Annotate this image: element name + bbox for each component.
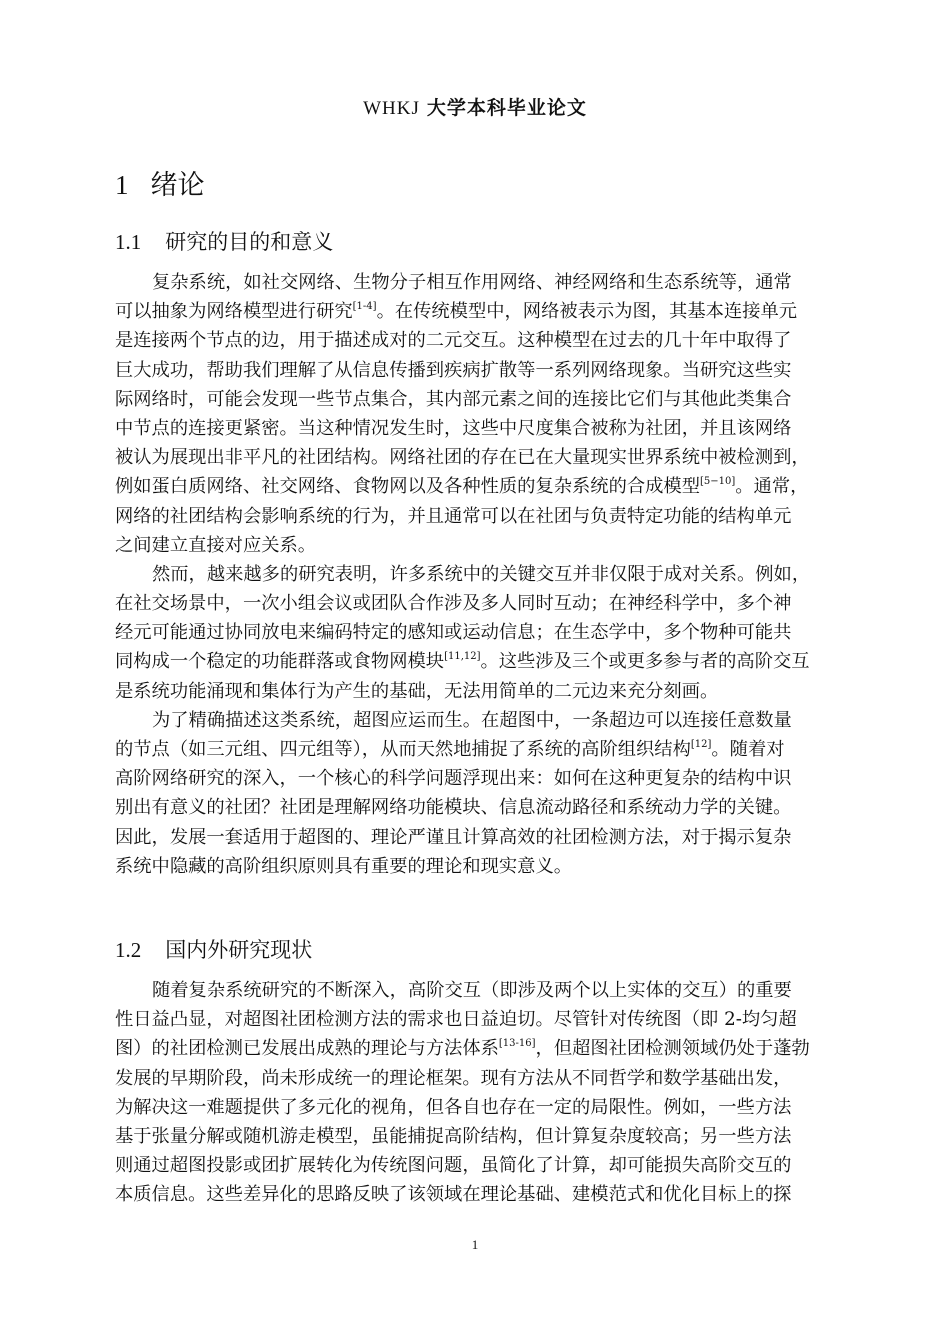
citation: [12] xyxy=(690,739,712,750)
text-line: 的节点（如三元组、四元组等），从而天然地捕捉了系统的高阶组织结构[12]。随着对 xyxy=(115,739,785,760)
text-line: 本质信息。这些差异化的思路反映了该领域在理论基础、建模范式和优化目标上的探 xyxy=(115,1184,792,1206)
section-1-2-body xyxy=(115,976,837,1210)
header-title: 大学本科毕业论文 xyxy=(426,97,587,119)
text-line: 为了精确描述这类系统，超图应运而生。在超图中，一条超边可以连接任意数量 xyxy=(152,709,792,731)
text-line: 图）的社团检测已发展出成熟的理论与方法体系[13-16]，但超图社团检测领域仍处于蓬勃 xyxy=(115,1038,810,1060)
text-line: 则通过超图投影或团扩展转化为传统图问题，虽简化了计算，却可能损失高阶交互的 xyxy=(115,1155,792,1177)
text-line: 然而，越来越多的研究表明，许多系统中的关键交互并非仅限于成对关系。例如， xyxy=(152,563,811,585)
chapter-heading xyxy=(115,163,205,202)
text-line: 是系统功能涌现和集体行为产生的基础，无法用简单的二元边来充分刻画。 xyxy=(115,680,719,702)
section-1-1-body xyxy=(115,268,837,881)
text-line: 中节点的连接更紧密。当这种情况发生时，这些中尺度集合被称为社团，并且该网络 xyxy=(115,417,792,439)
citation: [1-4] xyxy=(352,301,377,313)
page-number: 1 xyxy=(471,1237,479,1252)
running-header xyxy=(0,93,950,120)
text-line: 性日益凸显，对超图社团检测方法的需求也日益迫切。尽管针对传统图（即 2-均匀超 xyxy=(115,1009,797,1031)
chapter-title: 绪论 xyxy=(150,170,205,201)
text-line: 发展的早期阶段，尚未形成统一的理论框架。现有方法从不同哲学和数学基础出发， xyxy=(115,1067,792,1089)
section-title: 国内外研究现状 xyxy=(165,938,313,962)
section-number: 1.2 xyxy=(115,938,142,962)
text-line: 际网络时，可能会发现一些节点集合，其内部元素之间的连接比它们与其他此类集合 xyxy=(115,388,792,410)
header-prefix: WHKJ xyxy=(363,98,420,119)
text-line: 被认为展现出非平凡的社团结构。网络社团的存在已在大量现实世界系统中被检测到， xyxy=(115,447,810,469)
section-heading-1-2 xyxy=(115,934,312,964)
text-line: 之间建立直接对应关系。 xyxy=(115,534,317,556)
text-line: 复杂系统，如社交网络、生物分子相互作用网络、神经网络和生态系统等，通常 xyxy=(152,272,792,293)
text-line: 网络的社团结构会影响系统的行为，并且通常可以在社团与负责特定功能的结构单元 xyxy=(115,505,792,527)
text-line: 同构成一个稳定的功能群落或食物网模块[11,12]。这些涉及三个或更多参与者的高阶交互 xyxy=(115,651,810,673)
chapter-number: 1 xyxy=(115,170,129,200)
text-line: 在社交场景中，一次小组会议或团队合作涉及多人同时互动；在神经科学中，多个神 xyxy=(115,593,792,615)
citation: [11,12] xyxy=(444,651,481,663)
text-line: 是连接两个节点的边，用于描述成对的二元交互。这种模型在过去的几十年中取得了 xyxy=(115,330,792,352)
text-line: 别出有意义的社团？社团是理解网络功能模块、信息流动路径和系统动力学的关键。 xyxy=(115,797,792,819)
text-line: 因此，发展一套适用于超图的、理论严谨且计算高效的社团检测方法，对于揭示复杂 xyxy=(115,826,792,848)
text-line: 为解决这一难题提供了多元化的视角，但各自也存在一定的局限性。例如，一些方法 xyxy=(115,1096,792,1118)
text-line: 高阶网络研究的深入，一个核心的科学问题浮现出来：如何在这种更复杂的结构中识 xyxy=(115,768,792,790)
citation: [5−10] xyxy=(700,476,736,488)
section-title: 研究的目的和意义 xyxy=(165,230,334,254)
text-line: 系统中隐藏的高阶组织原则具有重要的理论和现实意义。 xyxy=(115,855,573,877)
section-number: 1.1 xyxy=(115,230,142,254)
text-line: 基于张量分解或随机游走模型，虽能捕捉高阶结构，但计算复杂度较高；另一些方法 xyxy=(115,1125,792,1147)
text-line: 随着复杂系统研究的不断深入，高阶交互（即涉及两个以上实体的交互）的重要 xyxy=(152,980,792,1001)
text-line: 巨大成功，帮助我们理解了从信息传播到疾病扩散等一系列网络现象。当研究这些实 xyxy=(115,359,792,381)
text-line: 经元可能通过协同放电来编码特定的感知或运动信息；在生态学中，多个物种可能共 xyxy=(115,622,792,644)
text-line: 可以抽象为网络模型进行研究[1-4]。在传统模型中，网络被表示为图，其基本连接单元 xyxy=(115,301,798,323)
text-line: 例如蛋白质网络、社交网络、食物网以及各种性质的复杂系统的合成模型[5−10]。通常， xyxy=(115,476,809,498)
citation: [13-16] xyxy=(498,1038,536,1050)
section-heading-1-1 xyxy=(115,226,333,256)
